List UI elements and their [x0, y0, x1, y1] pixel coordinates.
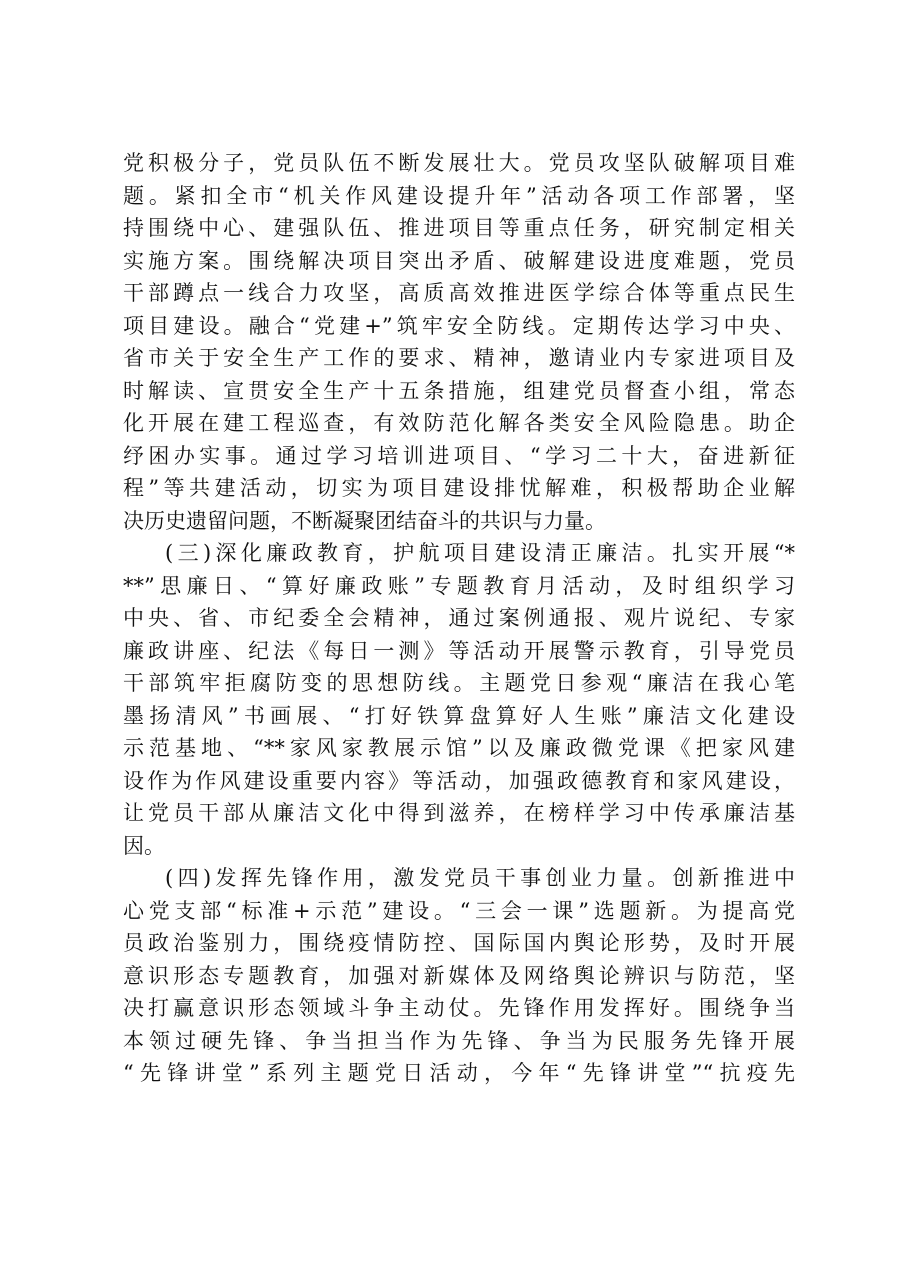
paragraph-end-line: 因。 [123, 833, 165, 858]
text-line: 化开展在建工程巡查，有效防范化解各类安全风险隐患。助企 [123, 411, 795, 435]
document-body [123, 147, 795, 1090]
text-line: 省市关于安全生产工作的要求、精神，邀请业内专家进项目及 [123, 346, 795, 370]
paragraph-end-line: 决历史遗留问题，不断凝聚团结奋斗的共识与力量。 [123, 508, 606, 533]
text-line: “先锋讲堂”系列主题党日活动，今年“先锋讲堂”“抗疫先 [123, 1061, 795, 1085]
text-line: 中央、省、市纪委全会精神，通过案例通报、观片说纪、专家 [123, 606, 795, 630]
section-heading-line-3: (三)深化廉政教育，护航项目建设清正廉洁。扎实开展“* [165, 541, 795, 565]
text-line: 项目建设。融合“党建+”筑牢安全防线。定期传达学习中央、 [123, 313, 795, 338]
text-line: **”思廉日、“算好廉政账”专题教育月活动，及时组织学习 [123, 573, 795, 598]
text-line: 心党支部“标准+示范”建设。“三会一课”选题新。为提高党 [123, 898, 795, 923]
text-line: 干部蹲点一线合力攻坚，高质高效推进医学综合体等重点民生 [123, 281, 795, 305]
text-line: 墨扬清风”书画展、“打好铁算盘算好人生账”廉洁文化建设 [123, 703, 795, 728]
text-line: 时解读、宣贯安全生产十五条措施，组建党员督查小组，常态 [123, 378, 795, 403]
text-line: 持围绕中心、建强队伍、推进项目等重点任务，研究制定相关 [123, 216, 795, 240]
text-line: 干部筑牢拒腐防变的思想防线。主题党日参观“廉洁在我心笔 [123, 671, 795, 695]
text-line: 让党员干部从廉洁文化中得到滋养，在榜样学习中传承廉洁基 [123, 801, 795, 825]
text-line: 实施方案。围绕解决项目突出矛盾、破解建设进度难题，党员 [123, 248, 795, 273]
text-line: 意识形态专题教育，加强对新媒体及网络舆论辨识与防范，坚 [123, 963, 795, 988]
text-line: 党积极分子，党员队伍不断发展壮大。党员攻坚队破解项目难 [123, 151, 795, 175]
text-line: 决打赢意识形态领域斗争主动仗。先锋作用发挥好。围绕争当 [123, 996, 795, 1020]
text-line: 纾困办实事。通过学习培训进项目、“学习二十大，奋进新征 [123, 443, 795, 468]
text-line: 示范基地、“**家风家教展示馆”以及廉政微党课《把家风建 [123, 736, 795, 760]
text-line: 设作为作风建设重要内容》等活动，加强政德教育和家风建设， [123, 768, 795, 793]
text-line: 程”等共建活动，切实为项目建设排忧解难，积极帮助企业解 [123, 476, 795, 500]
text-line: 本领过硬先锋、争当担当作为先锋、争当为民服务先锋开展 [123, 1028, 795, 1053]
text-line: 员政治鉴别力，围绕疫情防控、国际国内舆论形势，及时开展 [123, 931, 795, 955]
section-heading-line-4: (四)发挥先锋作用，激发党员干事创业力量。创新推进中 [165, 866, 795, 890]
text-line: 廉政讲座、纪法《每日一测》等活动开展警示教育，引导党员 [123, 638, 795, 663]
text-line: 题。紧扣全市“机关作风建设提升年”活动各项工作部署，坚 [123, 183, 795, 208]
